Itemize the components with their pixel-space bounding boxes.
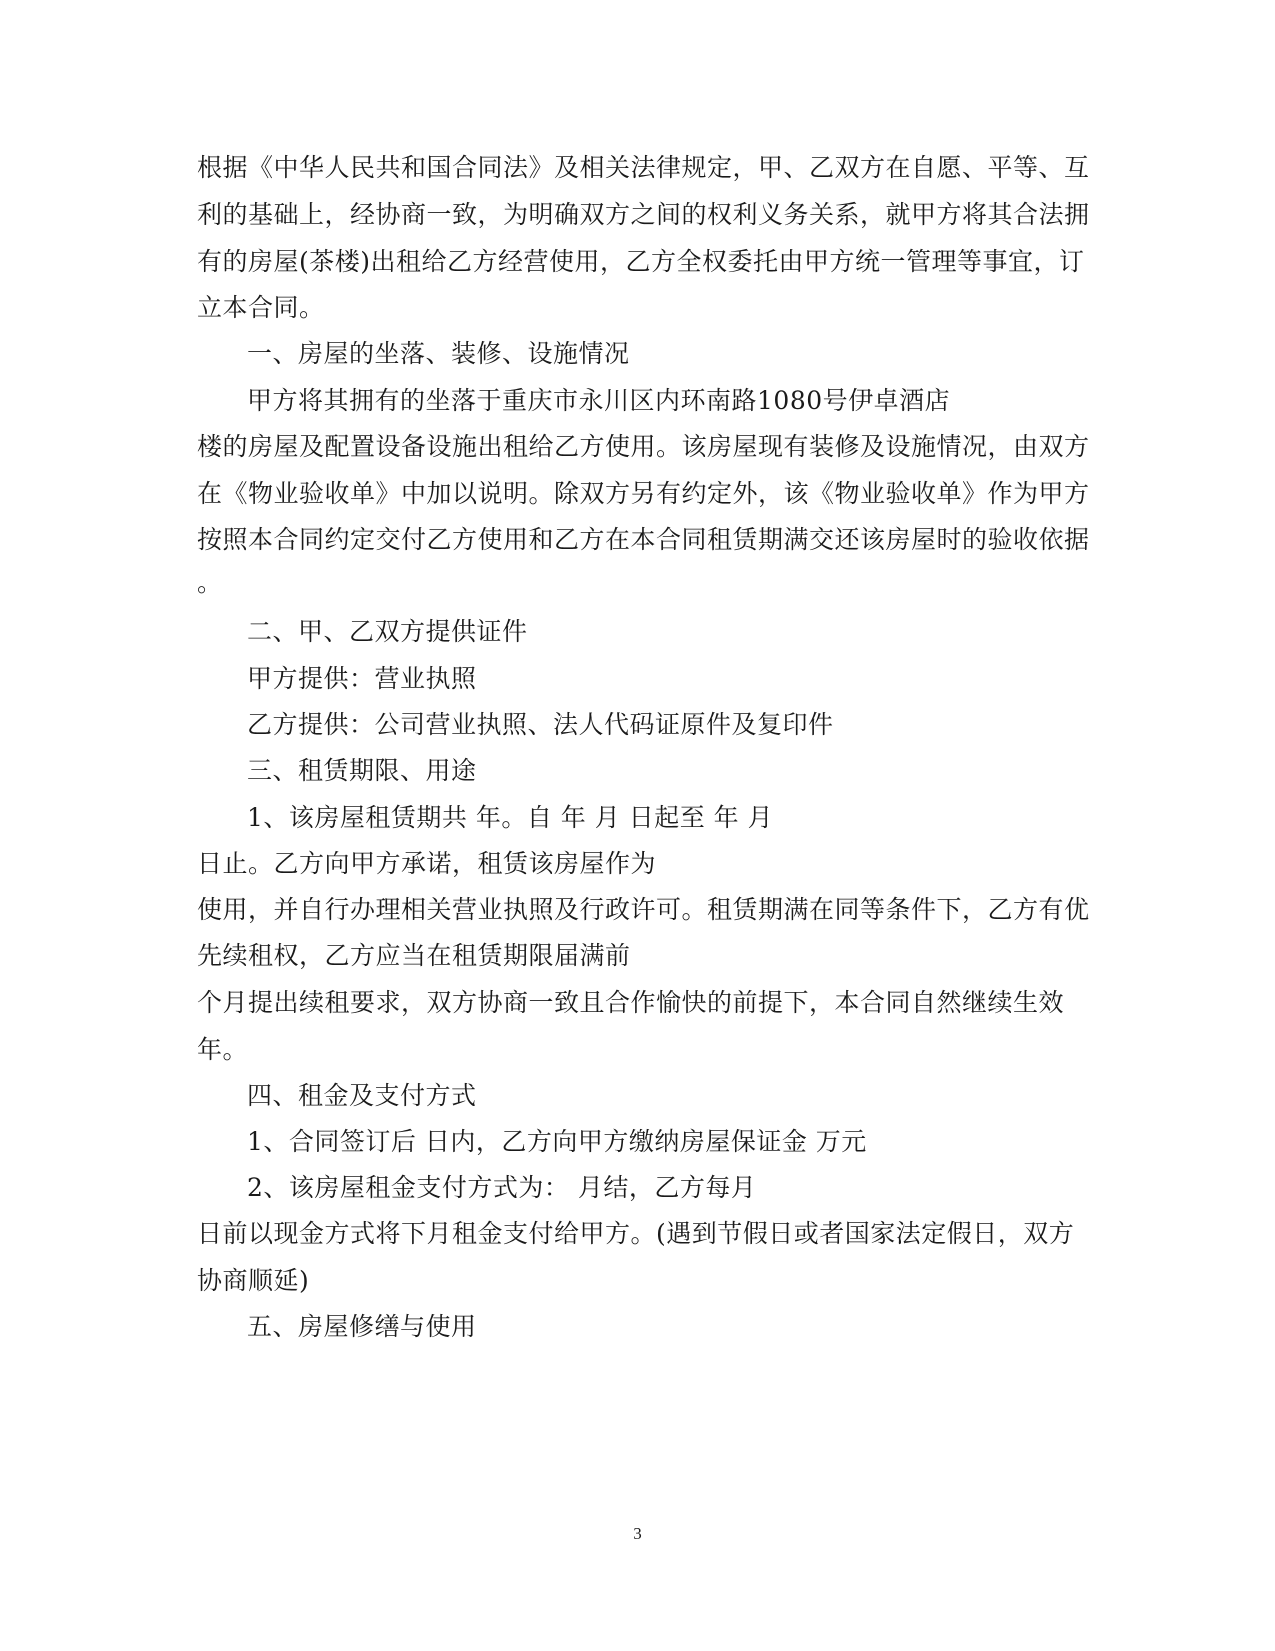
body-text-line: 乙方提供：公司营业执照、法人代码证原件及复印件 <box>247 710 834 739</box>
body-text-line: 。 <box>197 568 223 597</box>
body-text-line: 2、该房屋租金支付方式为： 月结，乙方每月 <box>247 1173 757 1202</box>
body-text-line: 1、合同签订后 日内，乙方向甲方缴纳房屋保证金 万元 <box>247 1127 867 1156</box>
section-heading: 一、房屋的坐落、装修、设施情况 <box>247 339 630 368</box>
body-text-line: 个月提出续租要求，双方协商一致且合作愉快的前提下，本合同自然继续生效 <box>197 988 1065 1017</box>
body-text-line: 在《物业验收单》中加以说明。除双方另有约定外，该《物业验收单》作为甲方 <box>197 479 1090 508</box>
body-text-line: 1、该房屋租赁期共 年。自 年 月 日起至 年 月 <box>247 803 774 832</box>
body-text-line: 日止。乙方向甲方承诺，租赁该房屋作为 <box>197 849 657 878</box>
section-heading: 三、租赁期限、用途 <box>247 756 477 785</box>
body-text-line: 根据《中华人民共和国合同法》及相关法律规定，甲、乙双方在自愿、平等、互 <box>197 153 1090 182</box>
body-text-line: 按照本合同约定交付乙方使用和乙方在本合同租赁期满交还该房屋时的验收依据 <box>197 525 1090 554</box>
body-text-line: 甲方提供：营业执照 <box>247 664 477 693</box>
body-text-line: 日前以现金方式将下月租金支付给甲方。(遇到节假日或者国家法定假日，双方 <box>197 1219 1075 1248</box>
page-number: 3 <box>633 1524 642 1543</box>
body-text-line: 年。 <box>197 1035 249 1064</box>
body-text-line: 有的房屋(茶楼)出租给乙方经营使用，乙方全权委托由甲方统一管理等事宜，订 <box>197 247 1085 276</box>
body-text-line: 甲方将其拥有的坐落于重庆市永川区内环南路1080号伊卓酒店 <box>247 386 951 415</box>
body-text-line: 利的基础上，经协商一致，为明确双方之间的权利义务关系，就甲方将其合法拥 <box>197 200 1090 229</box>
body-text-line: 立本合同。 <box>197 293 325 322</box>
body-text-line: 先续租权，乙方应当在租赁期限届满前 <box>197 941 631 970</box>
section-heading: 五、房屋修缮与使用 <box>247 1312 477 1341</box>
body-text-line: 使用，并自行办理相关营业执照及行政许可。租赁期满在同等条件下，乙方有优 <box>197 895 1090 924</box>
body-text-line: 协商顺延) <box>197 1266 310 1295</box>
body-text-line: 楼的房屋及配置设备设施出租给乙方使用。该房屋现有装修及设施情况，由双方 <box>197 432 1090 461</box>
section-heading: 二、甲、乙双方提供证件 <box>247 617 528 646</box>
section-heading: 四、租金及支付方式 <box>247 1081 477 1110</box>
